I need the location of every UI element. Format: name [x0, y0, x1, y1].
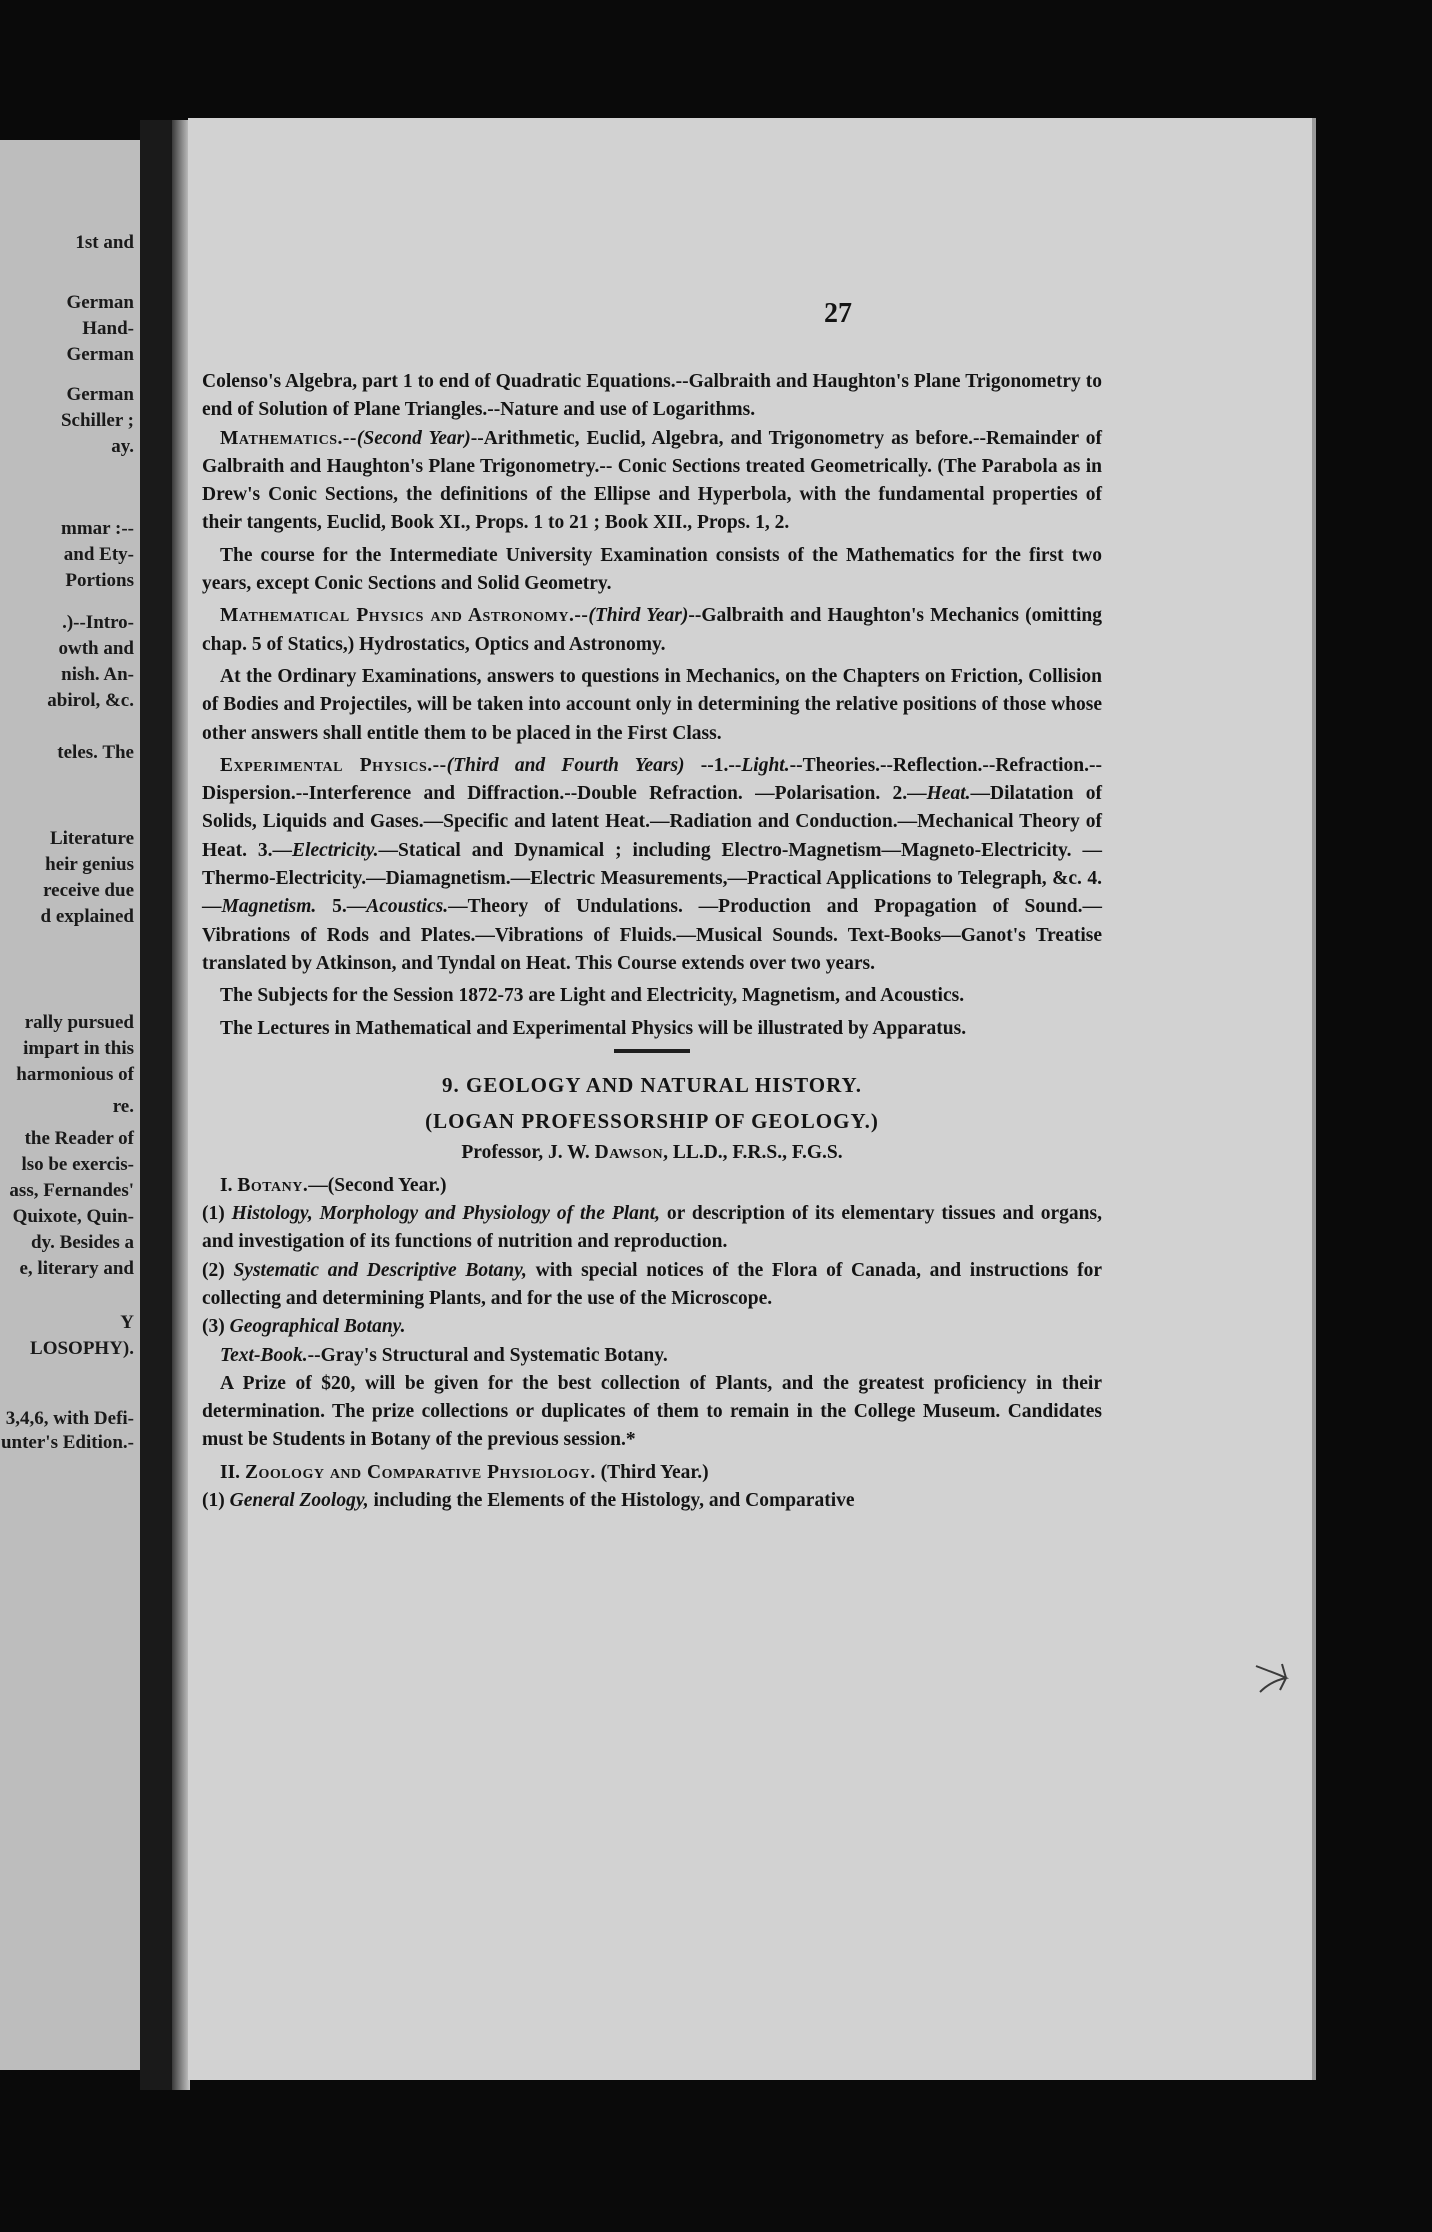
intermediate-exam-paragraph: The course for the Intermediate University Examination consists of the Mathematics for the first two years, except Conic Sections and Solid Geometry.	[202, 544, 1102, 595]
algebra-paragraph: Colenso's Algebra, part 1 to end of Quadratic Equations.--Galbraith and Haughton's Plane Trigonometry to end of Solution of Plane Triangles.--Nature and use of Logarithms.	[202, 371, 1102, 421]
left-page-line: ass, Fernandes'	[9, 1180, 134, 1201]
left-page-line: 3,4,6, with Defi-	[5, 1408, 134, 1429]
left-page-line: ay.	[111, 436, 134, 457]
left-page-line: LOSOPHY).	[30, 1338, 134, 1359]
mathematics-heading: Mathematics.--	[220, 427, 357, 449]
left-facing-page	[0, 140, 140, 2070]
handwritten-margin-mark	[1252, 1656, 1292, 1700]
section-subheading: (LOGAN PROFESSORSHIP OF GEOLOGY.)	[425, 1109, 879, 1134]
zoology-item-1: (1) General Zoology, including the Elements of the Histology, and Comparative	[202, 1489, 855, 1511]
textbook-line: Text-Book.--Gray's Structural and Systematic Botany.	[220, 1344, 668, 1366]
left-page-line: 1st and	[75, 232, 134, 253]
botany-item-1: (1) Histology, Morphology and Physiology of the Plant, or description of its elementary tissues and organs, and investigation of its functions of nutrition and reproduction.	[202, 1203, 1102, 1253]
left-page-line: owth and	[58, 638, 134, 659]
left-page-line: abirol, &c.	[47, 690, 134, 711]
left-page-line: d explained	[40, 906, 134, 927]
prize-paragraph: A Prize of $20, will be given for the best collection of Plants, and the greatest proficiency in their determination. The prize collections or duplicates of them to remain in the College Museum. Candidates must be Students in Botany of the previous session.*	[202, 1372, 1102, 1451]
left-page-line: receive due	[43, 880, 134, 901]
left-page-line: mmar :--	[61, 518, 134, 539]
left-page-line: Quixote, Quin-	[12, 1206, 134, 1227]
botany-heading: I. Botany.—(Second Year.)	[220, 1174, 447, 1196]
left-page-line: harmonious of	[16, 1064, 134, 1085]
left-page-line: Schiller ;	[60, 410, 134, 431]
left-page-line: Hand-	[82, 318, 134, 339]
left-page-line: heir genius	[45, 854, 134, 875]
left-page-line: impart in this	[23, 1038, 134, 1059]
page-number: 27	[824, 298, 852, 329]
left-page-line: German	[66, 384, 134, 405]
left-page-line: the Reader of	[24, 1128, 134, 1149]
left-page-line: Portions	[65, 570, 134, 591]
left-page-line: teles. The	[57, 742, 134, 763]
left-page-line: rally pursued	[24, 1012, 134, 1033]
section-heading: 9. GEOLOGY AND NATURAL HISTORY.	[441, 1072, 862, 1097]
left-page-line: nish. An-	[61, 664, 134, 685]
left-page-line: e, literary and	[19, 1258, 134, 1279]
mathematical-physics-heading: Mathematical Physics and Astronomy.--	[220, 605, 589, 627]
zoology-heading: II. Zoology and Comparative Physiology. (Third Year.)	[220, 1461, 709, 1483]
book-gutter	[140, 120, 172, 2090]
ordinary-examinations-paragraph: At the Ordinary Examinations, answers to questions in Mechanics, on the Chapters on Friction, Collision of Bodies and Projectiles, will be taken into account only in determining the relative positions of those whose other answers shall entitle them to be placed in the First Class.	[202, 665, 1102, 744]
mathematics-second-year-paragraph: Mathematics.--(Second Year)--Arithmetic, Euclid, Algebra, and Trigonometry as before.--Remainder of Galbraith and Haughton's Plane Trigonometry.-- Conic Sections treated Geometrically. (The Parabola as in Drew's Conic Sections, the definitions of the Ellipse and Hyperbola, with the fundamental properties of their tangents, Euclid, Book XI., Props. 1 to 21 ; Book XII., Props. 1, 2.	[202, 427, 1102, 534]
left-page-line: .)--Intro-	[62, 612, 134, 633]
botany-item-2: (2) Systematic and Descriptive Botany, with special notices of the Flora of Canada, and instructions for collecting and determining Plants, and for the use of the Microscope.	[202, 1259, 1102, 1309]
professor-line: Professor, J. W. Dawson, LL.D., F.R.S., F.G.S.	[461, 1142, 843, 1164]
botany-item-3: (3) Geographical Botany.	[202, 1316, 406, 1338]
mathematical-physics-paragraph: Mathematical Physics and Astronomy.--(Third Year)--Galbraith and Haughton's Mechanics (omitting chap. 5 of Statics,) Hydrostatics, Optics and Astronomy.	[202, 605, 1102, 655]
left-page-line: dy. Besides a	[31, 1232, 134, 1253]
left-page-line: and Ety-	[63, 544, 134, 565]
experimental-physics-paragraph: Experimental Physics.--(Third and Fourth Years) --1.--Light.--Theories.--Reflection.--Refraction.--Dispersion.--Interference and Diffraction.--Double Refraction. —Polarisation. 2.—Heat.—Dilatation of Solids, Liquids and Gases.—Specific and latent Heat.—Radiation and Conduction.—Mechanical Theory of Heat. 3.—Electricity.—Statical and Dynamical ; including Electro-Magnetism—Magneto-Electricity. —Thermo-Electricity.—Diamagnetism.—Electric Measurements,—Practical Applications to Telegraph, &c. 4.—Magnetism. 5.—Acoustics.—Theory of Undulations. —Production and Propagation of Sound.—Vibrations of Rods and Plates.—Vibrations of Fluids.—Musical Sounds. Text-Books—Ganot's Treatise translated by Atkinson, and Tyndal on Heat. This Course extends over two years.	[202, 754, 1103, 974]
experimental-physics-heading: Experimental Physics.--	[220, 754, 447, 776]
left-page-line: Literature	[49, 828, 134, 849]
left-page-line: German	[66, 344, 134, 365]
lectures-paragraph: The Lectures in Mathematical and Experimental Physics will be illustrated by Apparatus.	[220, 1017, 967, 1039]
session-subjects-paragraph: The Subjects for the Session 1872-73 are Light and Electricity, Magnetism, and Acoustics.	[220, 985, 965, 1007]
left-page-line: German	[66, 292, 134, 313]
main-page	[188, 118, 1316, 2080]
left-page-line: unter's Edition.-	[0, 1432, 134, 1453]
left-page-line: Y	[120, 1312, 134, 1333]
section-rule	[614, 1049, 690, 1053]
page-body	[202, 368, 1102, 1515]
left-page-line: lso be exercis-	[21, 1154, 134, 1175]
left-page-line: re.	[112, 1096, 134, 1117]
